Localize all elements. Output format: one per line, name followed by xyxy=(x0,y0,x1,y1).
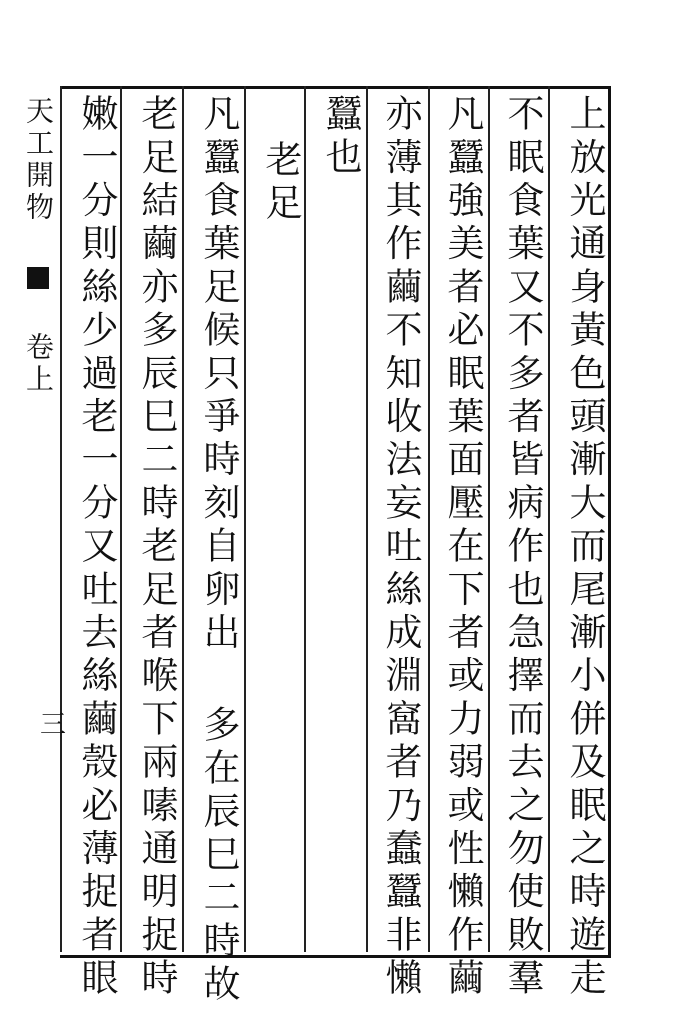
fishtail-mark xyxy=(27,267,49,289)
text-column-3: 凡蠶強美者必眠葉面壓在下者或力弱或性懶作繭 xyxy=(441,94,484,1002)
text-column-7: 老足結繭亦多辰巳二時老足者喉下兩嗉通明捉時 xyxy=(135,94,178,1002)
margin-title xyxy=(20,96,56,396)
column-rule xyxy=(366,86,368,952)
column-rule xyxy=(60,86,62,952)
text-column-2: 不眠食葉又不多者皆病作也急擇而去之勿使敗羣 xyxy=(501,94,544,1002)
column-rule xyxy=(548,86,550,952)
volume-label: 卷上 xyxy=(22,332,55,396)
text-column-8: 嫩一分則絲少過老一分又吐去絲繭殼必薄捉者眼 xyxy=(75,94,118,1002)
column-rule xyxy=(182,86,184,952)
column-rule xyxy=(304,86,306,952)
text-column-1: 上放光通身黃色頭漸大而尾漸小併及眠之時遊走 xyxy=(563,94,606,1002)
folio-number: 三 xyxy=(40,710,67,740)
text-column-6: 凡蠶食葉足候只爭時刻自卵出 多在辰巳二時故 xyxy=(197,94,240,1008)
column-rule xyxy=(120,86,122,952)
column-rule xyxy=(428,86,430,952)
column-rule xyxy=(488,86,490,952)
section-heading: 老足 xyxy=(259,140,302,226)
column-rule xyxy=(244,86,246,952)
text-column-4: 亦薄其作繭不知收法妄吐絲成淵窩者乃蠢蠶非懶 xyxy=(379,94,422,1002)
text-column-5: 蠶也 xyxy=(319,94,362,180)
book-title: 天工開物 xyxy=(22,96,55,224)
